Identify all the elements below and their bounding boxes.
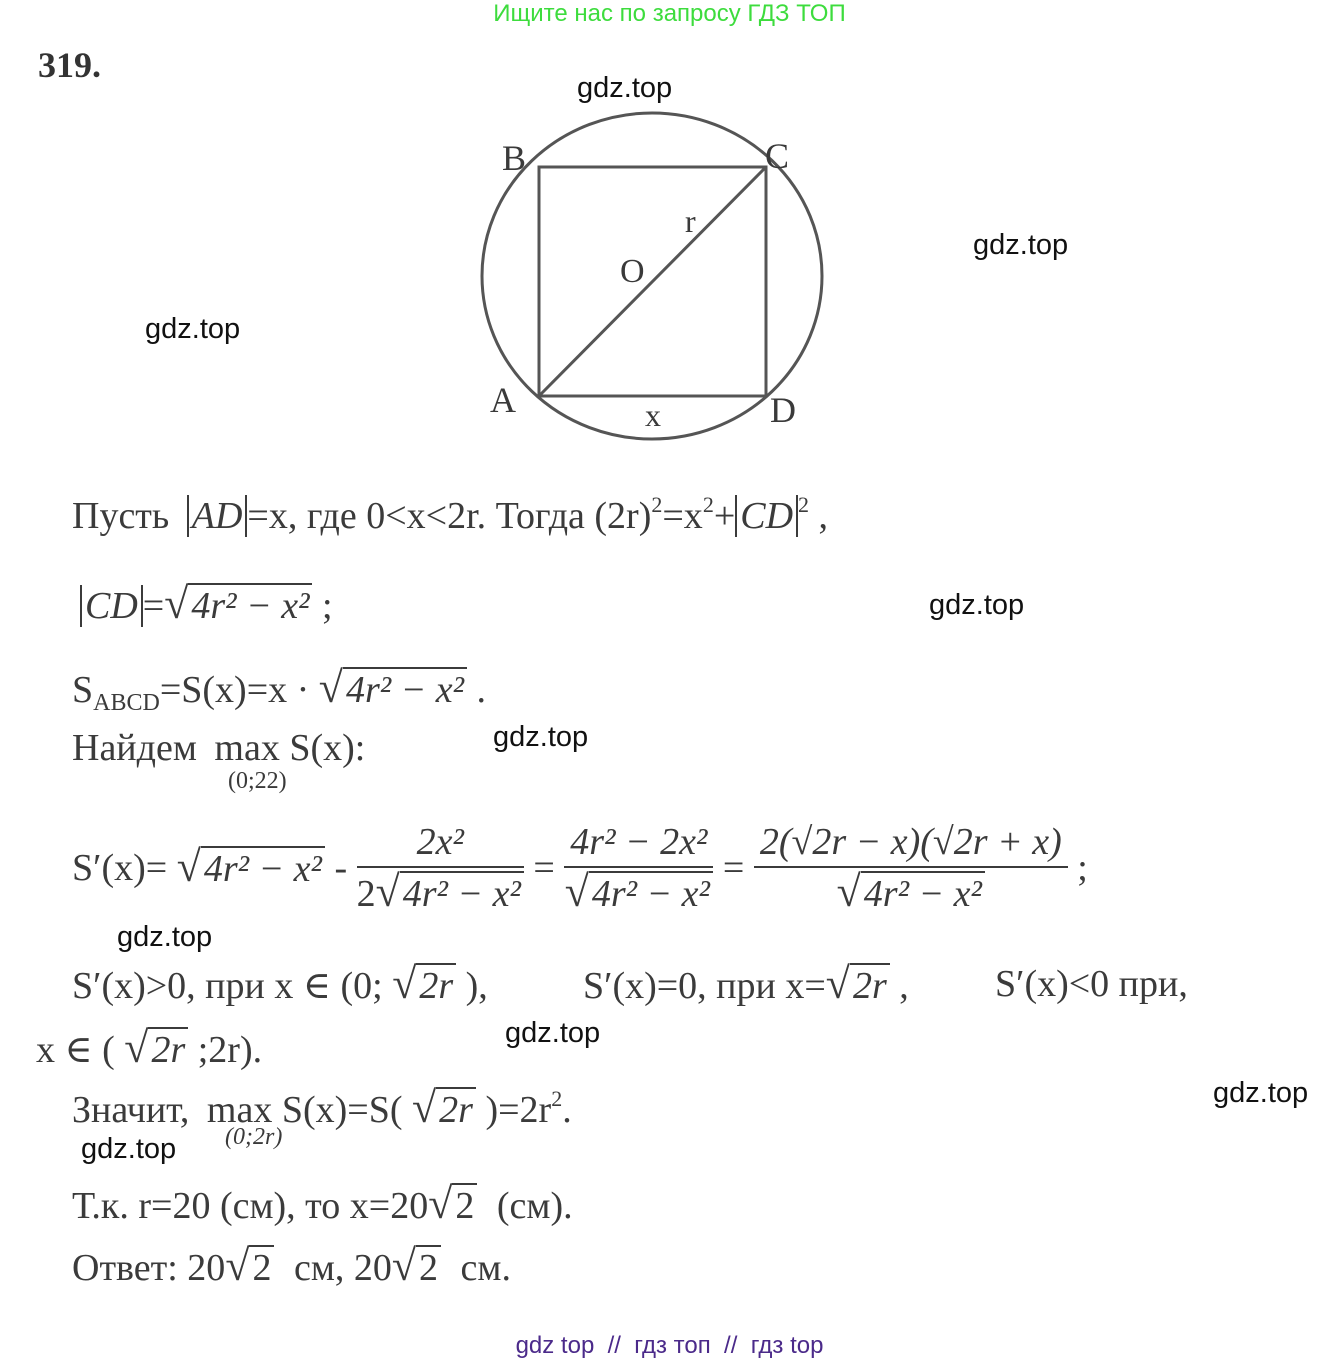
superscript: 2: [651, 492, 663, 517]
radicand: 2: [249, 1245, 274, 1289]
radicand: 4r² − x²: [589, 871, 713, 915]
solution-line-7: [36, 1022, 262, 1073]
text: см.: [460, 1247, 511, 1289]
radicand: 2r: [436, 1087, 476, 1131]
solution-line-3: [72, 662, 486, 717]
label-c: C: [765, 136, 790, 176]
radicand: 4r² − x²: [861, 871, 985, 915]
solution-line-9: [72, 1178, 573, 1229]
watermark: gdz.top: [1213, 1077, 1309, 1109]
banner: Ищите нас по запросу ГДЗ ТОП: [493, 0, 846, 27]
text: max S(x)=S(: [206, 1089, 403, 1131]
solution-line-4: [72, 726, 365, 770]
watermark: gdz.top: [973, 229, 1069, 261]
solution-line-8: [72, 1082, 572, 1133]
text: S′(x)=0, при x=: [583, 965, 826, 1007]
watermark: gdz.top: [929, 589, 1025, 621]
max-interval: (0;2r): [225, 1124, 283, 1150]
watermark: gdz.top: [505, 1017, 601, 1049]
text: =x: [662, 495, 703, 537]
text: =S(x)=x ·: [159, 669, 310, 711]
text: S′(x)>0, при x ∈ (0;: [72, 965, 383, 1007]
solution-line-1: [72, 492, 828, 538]
sqrt: √4r² − x²: [319, 662, 467, 713]
denominator: [754, 868, 1068, 916]
text: (см).: [496, 1185, 573, 1227]
text: +: [713, 495, 736, 537]
sqrt: √2r: [826, 958, 890, 1009]
text: )=2r: [485, 1089, 552, 1131]
label-b: B: [502, 138, 527, 178]
text: ;: [321, 585, 333, 627]
text: S: [72, 669, 94, 711]
radicand: 2r: [416, 963, 456, 1007]
footer-links[interactable]: gdz top // гдз топ // гдз top: [515, 1332, 824, 1359]
radicand: 4r² − x²: [188, 583, 312, 627]
sqrt: √2r: [412, 1082, 476, 1133]
numerator: 4r² − 2x²: [564, 820, 713, 868]
watermark: gdz.top: [577, 72, 673, 104]
superscript: 2: [551, 1086, 563, 1111]
label-r: r: [685, 203, 696, 239]
geometry-figure: [470, 110, 840, 450]
watermark: gdz.top: [493, 721, 589, 753]
label-x: x: [645, 397, 661, 433]
watermark: gdz.top: [145, 313, 241, 345]
fraction-1: [357, 820, 524, 916]
denominator: [357, 868, 524, 916]
watermark: gdz.top: [117, 921, 213, 953]
text: Найдем: [72, 727, 197, 769]
text: 2: [356, 873, 376, 915]
fraction-2: [564, 820, 713, 916]
watermark: gdz.top: [81, 1133, 177, 1165]
label-d: D: [770, 390, 796, 430]
solution-line-6c: S′(x)<0 при,: [995, 963, 1188, 1005]
text: Значит,: [72, 1089, 190, 1131]
text: =: [533, 847, 555, 889]
diagonal-ac: [539, 167, 766, 396]
text: S′(x)=: [72, 847, 168, 889]
sqrt: √2r: [392, 958, 456, 1009]
abs-cd: CD: [80, 585, 143, 627]
radicand: 2: [452, 1183, 477, 1227]
solution-line-6b: [583, 958, 909, 1009]
text: .: [562, 1089, 572, 1131]
text: =: [142, 585, 165, 627]
text: см, 20: [293, 1247, 392, 1289]
text: ),: [465, 965, 488, 1007]
text: x ∈ (: [36, 1029, 115, 1071]
text: -: [334, 847, 348, 889]
text: ;2r).: [197, 1029, 263, 1071]
numerator: 2x²: [357, 820, 524, 868]
max-interval: (0;22): [228, 768, 287, 794]
text: =: [722, 847, 745, 889]
answer-line: [72, 1240, 511, 1291]
radicand: 4r² − x²: [400, 871, 524, 915]
numerator: 2(√2r − x)(√2r + x): [754, 820, 1068, 868]
radicand: 2r: [148, 1027, 188, 1071]
radicand: 2: [416, 1245, 441, 1289]
text: Пусть: [72, 495, 170, 537]
subscript: ABCD: [93, 690, 160, 716]
text: Т.к. r=20 (см), то x=20: [72, 1185, 429, 1227]
sqrt: √4r² − x²: [565, 870, 713, 916]
sqrt: √2: [225, 1240, 274, 1291]
solution-line-2: [80, 578, 333, 629]
sqrt: √4r² − x²: [837, 870, 985, 916]
radicand: 4r² − x²: [343, 667, 467, 711]
sqrt: √2: [428, 1178, 477, 1229]
sqrt: √4r² − x²: [376, 870, 524, 916]
solution-line-5: [72, 820, 1088, 916]
abs-cd: CD: [735, 495, 798, 537]
text: ,: [818, 495, 829, 537]
problem-number: 319.: [38, 45, 101, 85]
sqrt: √4r² − x²: [177, 845, 325, 891]
label-o: O: [620, 253, 645, 290]
denominator: [564, 868, 713, 916]
text: =x, где 0<x<2r. Тогда (2r): [247, 495, 652, 537]
sqrt: √4r² − x²: [164, 578, 312, 629]
radicand: 2r: [850, 963, 890, 1007]
superscript: 2: [798, 492, 810, 517]
text: .: [476, 669, 487, 711]
text: ,: [899, 965, 909, 1007]
fraction-3: [754, 820, 1068, 916]
superscript: 2: [702, 492, 714, 517]
text: ;: [1077, 847, 1088, 889]
text: Ответ: 20: [72, 1247, 226, 1289]
label-a: A: [490, 380, 516, 420]
solution-line-6: [72, 958, 488, 1009]
sqrt: √2: [392, 1240, 441, 1291]
radicand: 4r² − x²: [201, 846, 325, 890]
sqrt: √2r: [124, 1022, 188, 1073]
text: max S(x):: [214, 727, 366, 769]
abs-ad: AD: [187, 495, 248, 537]
